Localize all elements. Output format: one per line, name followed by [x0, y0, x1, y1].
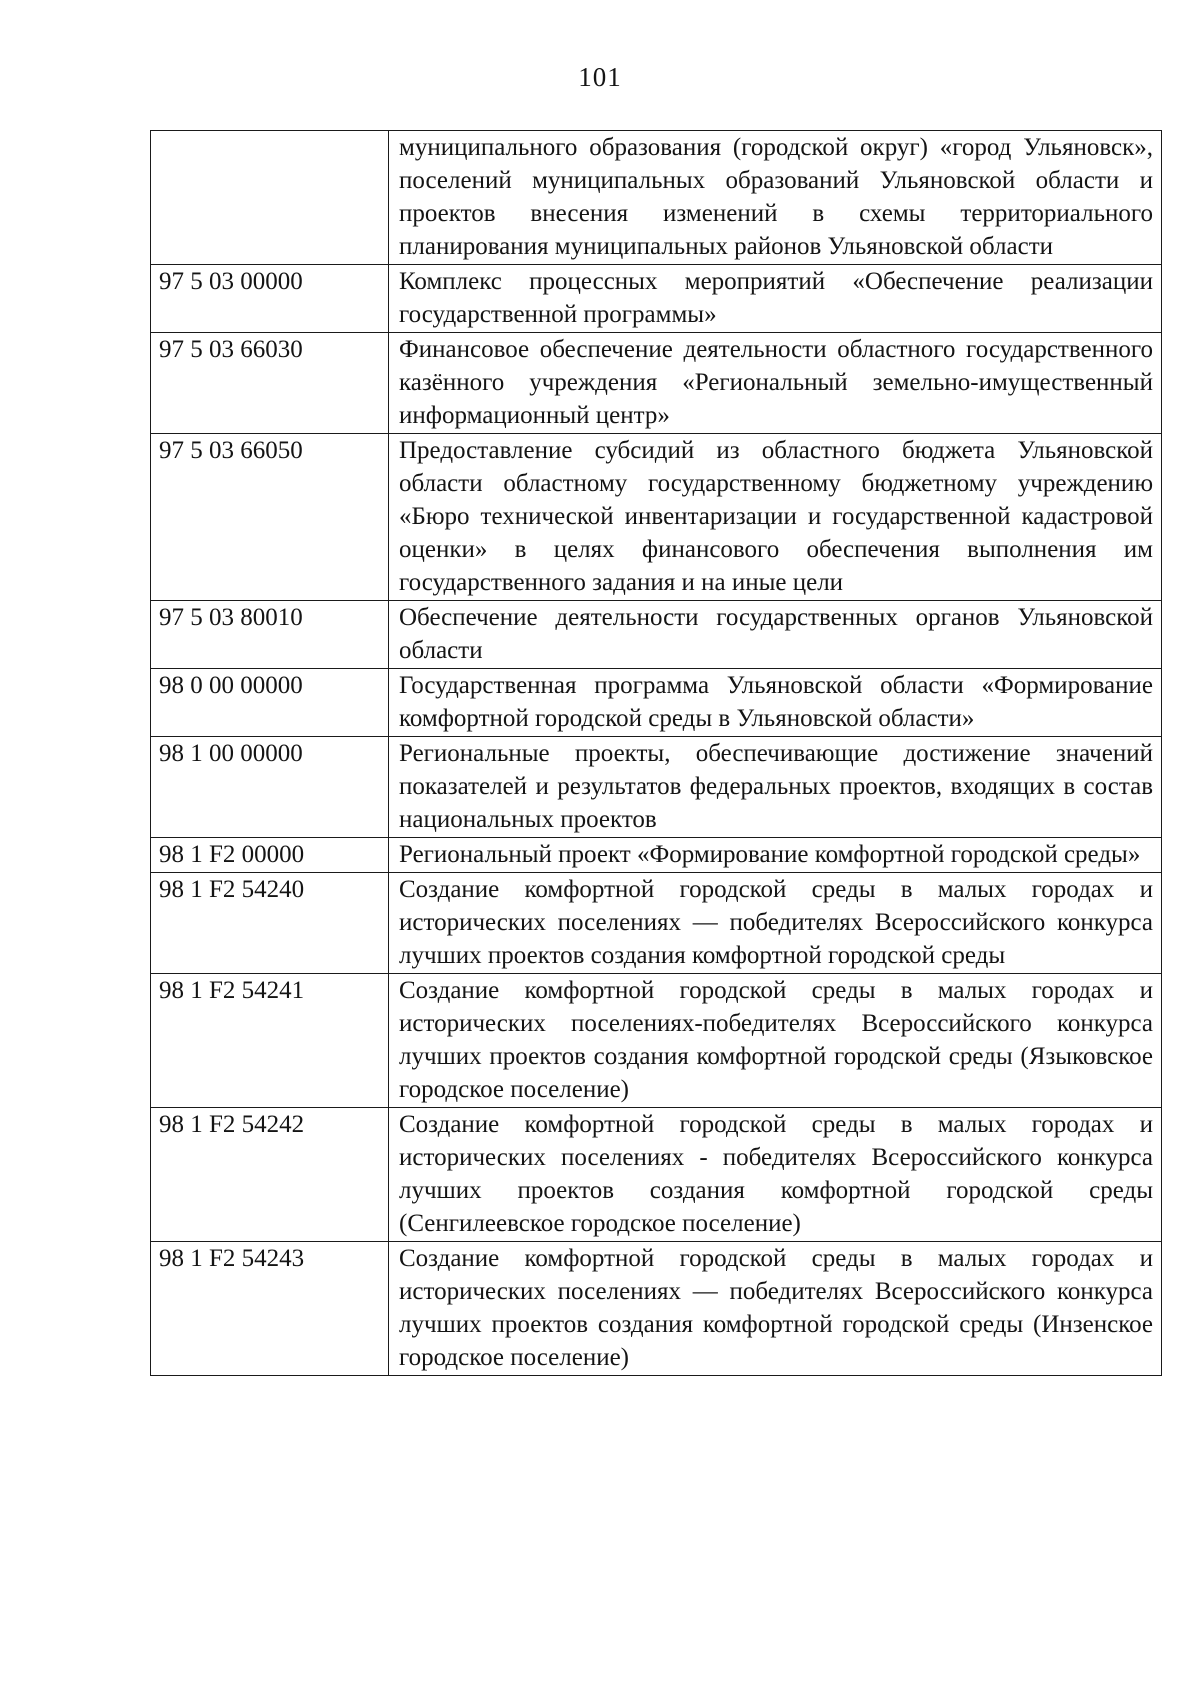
- table-row: [151, 669, 1162, 737]
- row-code: 98 1 F2 54241: [151, 974, 389, 1108]
- table-row: [151, 974, 1162, 1108]
- row-code: 98 1 F2 54242: [151, 1108, 389, 1242]
- table-row: [151, 1242, 1162, 1376]
- row-code: 98 0 00 00000: [151, 669, 389, 737]
- row-code: 98 1 00 00000: [151, 737, 389, 838]
- row-description: Предоставление субсидий из областного бюджета Ульяновской области областному государственному бюджетному учреждению «Бюро технической инвентаризации и государственной кадастровой оценки» в целях финансового обеспечения выполнения им государственного задания и на иные цели: [389, 434, 1162, 601]
- row-description: Государственная программа Ульяновской области «Формирование комфортной городской среды в Ульяновской области»: [389, 669, 1162, 737]
- row-code: 97 5 03 66050: [151, 434, 389, 601]
- table-row: [151, 601, 1162, 669]
- table-body: [151, 131, 1162, 1376]
- row-description: Создание комфортной городской среды в малых городах и исторических поселениях-победителях Всероссийского конкурса лучших проектов создания комфортной городской среды (Языковское городское поселение): [389, 974, 1162, 1108]
- row-code: 97 5 03 00000: [151, 265, 389, 333]
- row-code: 97 5 03 66030: [151, 333, 389, 434]
- row-description: Создание комфортной городской среды в малых городах и исторических поселениях — победителях Всероссийского конкурса лучших проектов создания комфортной городской среды: [389, 873, 1162, 974]
- row-description: Региональный проект «Формирование комфортной городской среды»: [389, 838, 1162, 873]
- row-code: 97 5 03 80010: [151, 601, 389, 669]
- table-row: [151, 131, 1162, 265]
- table-row: [151, 838, 1162, 873]
- row-description: Комплекс процессных мероприятий «Обеспечение реализации государственной программы»: [389, 265, 1162, 333]
- row-description: Финансовое обеспечение деятельности областного государственного казённого учреждения «Региональный земельно-имущественный информационный центр»: [389, 333, 1162, 434]
- budget-classification-table: [150, 130, 1162, 1376]
- row-description: Создание комфортной городской среды в малых городах и исторических поселениях — победителях Всероссийского конкурса лучших проектов создания комфортной городской среды (Инзенское городское поселение): [389, 1242, 1162, 1376]
- row-description: муниципального образования (городской округ) «город Ульяновск», поселений муниципальных образований Ульяновской области и проектов внесения изменений в схемы территориального планирования муниципальных районов Ульяновской области: [389, 131, 1162, 265]
- table-row: [151, 434, 1162, 601]
- row-code: [151, 131, 389, 265]
- table-row: [151, 265, 1162, 333]
- row-description: Региональные проекты, обеспечивающие достижение значений показателей и результатов федеральных проектов, входящих в состав национальных проектов: [389, 737, 1162, 838]
- page-number: 101: [578, 62, 622, 92]
- row-code: 98 1 F2 54240: [151, 873, 389, 974]
- row-code: 98 1 F2 54243: [151, 1242, 389, 1376]
- table-row: [151, 1108, 1162, 1242]
- table-row: [151, 333, 1162, 434]
- table-row: [151, 873, 1162, 974]
- row-description: Создание комфортной городской среды в малых городах и исторических поселениях - победителях Всероссийского конкурса лучших проектов создания комфортной городской среды (Сенгилеевское городское поселение): [389, 1108, 1162, 1242]
- row-description: Обеспечение деятельности государственных органов Ульяновской области: [389, 601, 1162, 669]
- row-code: 98 1 F2 00000: [151, 838, 389, 873]
- table-row: [151, 737, 1162, 838]
